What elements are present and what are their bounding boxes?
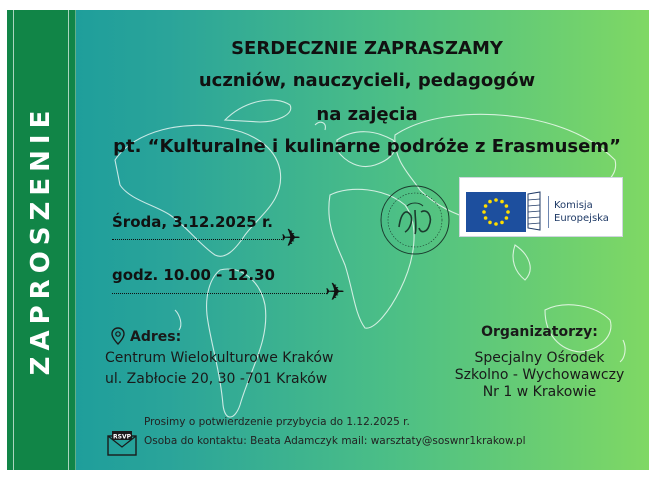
headline-line-1: SERDECZNIE ZAPRASZAMY — [231, 38, 503, 59]
organizer-line-1: Specjalny Ośrodek — [474, 350, 605, 366]
event-time: godz. 10.00 - 12.30 — [112, 266, 275, 284]
eu-logo-line-2: Europejska — [554, 213, 609, 224]
european-commission-logo — [459, 177, 623, 237]
organizer-line-3: Nr 1 w Krakowie — [482, 384, 597, 400]
organizer-line-2: Szkolno - Wychowawczy — [454, 367, 625, 383]
svg-text:RSVP: RSVP — [113, 433, 131, 441]
address-line-1: Centrum Wielokulturowe Kraków — [105, 350, 334, 366]
headline-line-3: na zajęcia — [316, 104, 418, 125]
headline-line-2: uczniów, nauczycieli, pedagogów — [198, 70, 536, 91]
footer-contact: Osoba do kontaktu: Beata Adamczyk mail: warsztaty@soswnr1krakow.pl — [144, 435, 526, 447]
sidebar-border-right — [68, 10, 69, 470]
date-dotted-line — [112, 239, 282, 240]
event-date: Środa, 3.12.2025 r. — [112, 213, 273, 231]
commission-building-icon — [526, 190, 546, 232]
logo-divider — [548, 196, 549, 228]
footer-rsvp-note: Prosimy o potwierdzenie przybycia do 1.12.2025 r. — [144, 416, 410, 428]
address-line-2: ul. Zabłocie 20, 30 -701 Kraków — [105, 371, 328, 387]
school-seal-logo — [377, 182, 453, 258]
invitation-card — [7, 10, 649, 470]
sidebar-border-left — [13, 10, 14, 470]
sidebar-band — [7, 10, 76, 470]
airplane-icon: ✈ — [281, 224, 302, 252]
rsvp-envelope-icon — [107, 430, 137, 456]
eu-flag-icon — [466, 192, 526, 232]
headline-line-4: pt. “Kulturalne i kulinarne podróże z Erasmusem” — [113, 136, 621, 157]
invitation-title-vertical: ZAPROSZENIE — [26, 104, 56, 376]
eu-logo-line-1: Komisja — [554, 200, 593, 211]
address-label: Adres: — [130, 329, 182, 345]
airplane-icon: ✈ — [325, 278, 346, 306]
location-pin-icon — [111, 327, 125, 345]
organizer-label: Organizatorzy: — [481, 324, 598, 340]
time-dotted-line — [112, 293, 327, 294]
